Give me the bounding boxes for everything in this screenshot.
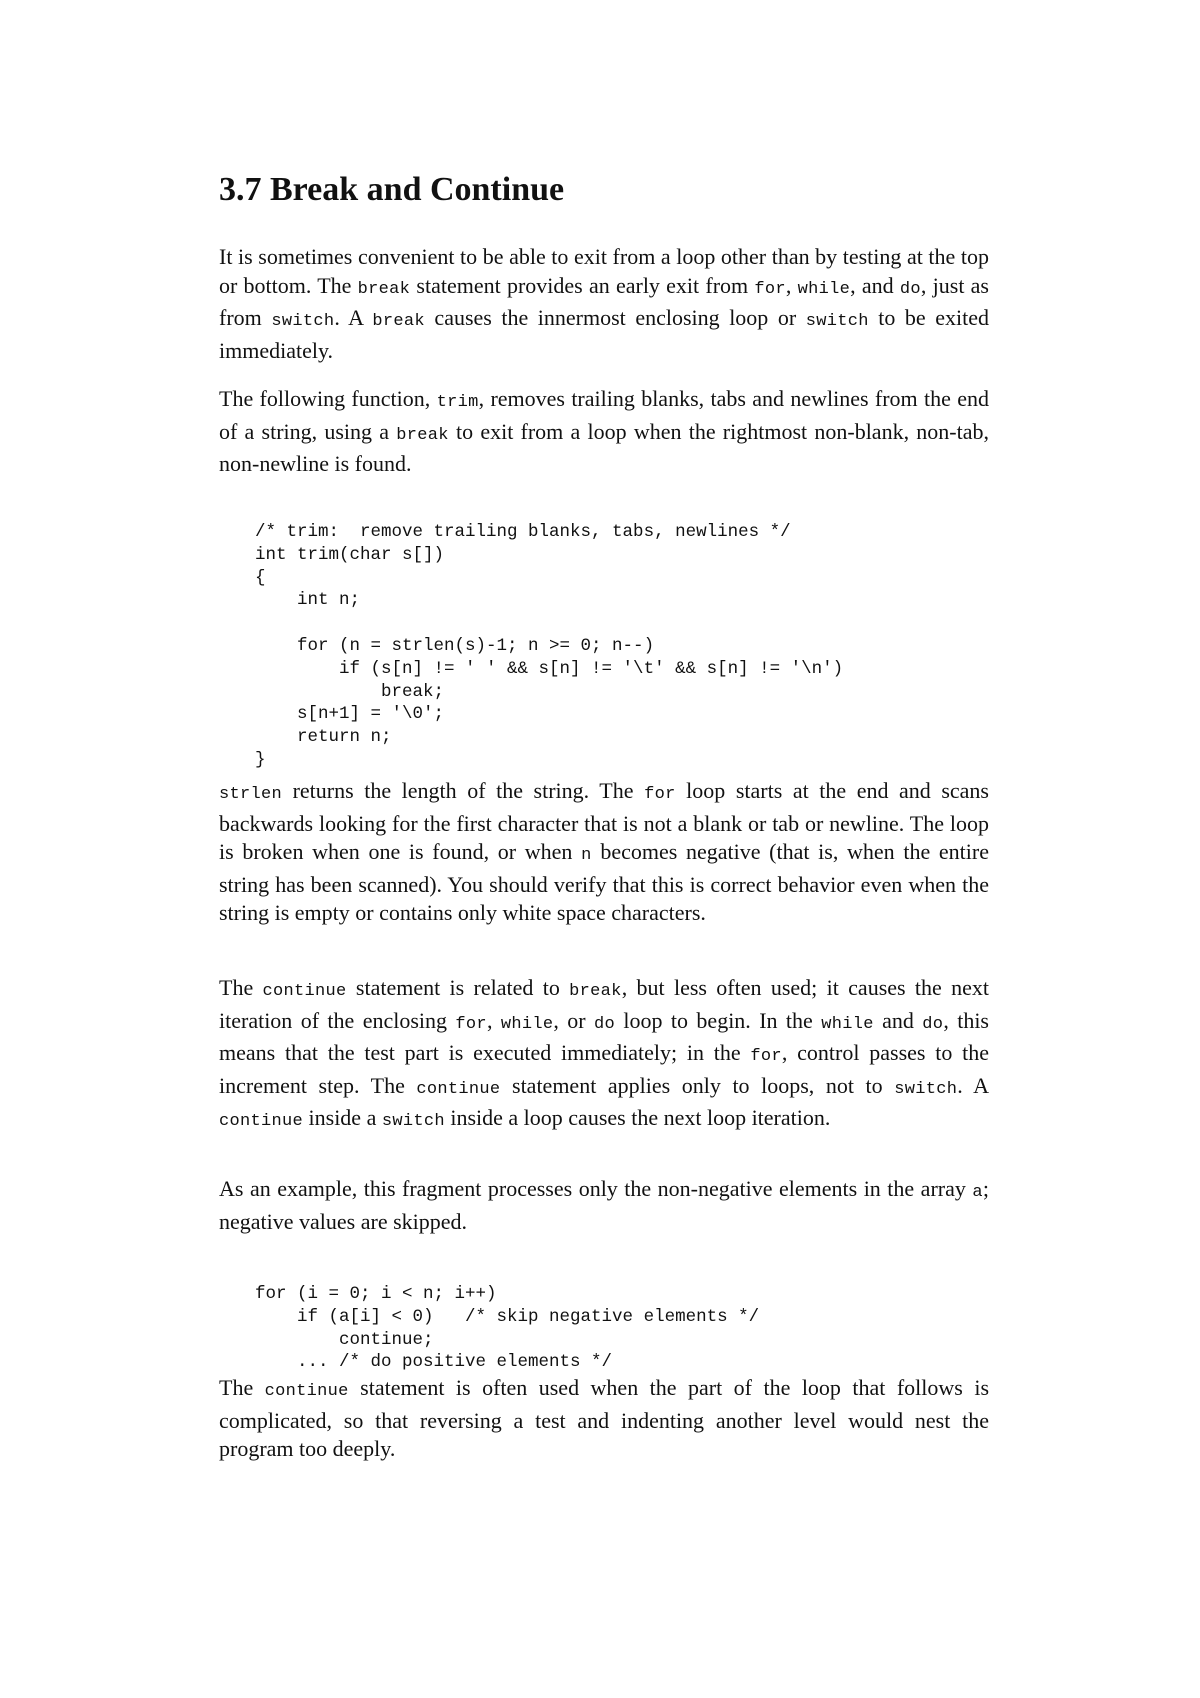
text-run: becomes negative (that is, when the entire string has been scanned). You should verify that this is correct behavior even when the string is empty or contains only white space characters. [219,839,989,925]
text-run: The following function, [219,386,437,411]
inline-code: do [922,1014,944,1034]
inline-code: break [396,425,449,445]
continue-usage-paragraph [219,1374,989,1464]
code-line: int n; [255,590,361,611]
example-intro-paragraph [219,1175,989,1236]
text-run: , but less often used; it causes the next iteration of the enclosing [219,975,990,1033]
inline-code: n [581,846,592,865]
inline-code: switch [894,1079,958,1099]
text-run: , [486,1007,501,1033]
inline-code: do [899,279,921,299]
code-line: /* trim: remove trailing blanks, tabs, newlines */ [255,522,791,542]
text-run: , just as from [219,272,989,330]
code-line: { [255,567,266,588]
text-run: loop starts at the end and scans backwards looking for the first character that is not a blank or tab or newline. The loop is broken when one is found, or when [219,778,989,864]
inline-code: switch [381,1112,445,1131]
continue-paragraph [219,974,989,1137]
text-run: statement is related to [346,975,570,1000]
inline-code: switch [271,312,335,331]
inline-code: switch [805,312,869,331]
inline-code: do [593,1014,615,1034]
text-run: to exit from a loop when the rightmost non-blank, non-tab, non-newline is found. [219,418,989,476]
trim-description-paragraph [219,385,989,479]
text-run: The [219,1375,265,1400]
trim-code-block [255,521,843,772]
code-line: break; [255,681,445,702]
inline-code: trim [436,393,479,412]
text-run: , control passes to the increment step. The [219,1040,989,1098]
text-run: . A [957,1072,989,1098]
text-run: causes the innermost enclosing loop or [424,305,806,330]
inline-code: continue [262,982,347,1001]
code-line: int trim(char s[]) [255,544,445,565]
code-line: for (n = strlen(s)-1; n >= 0; n--) [255,635,655,656]
inline-code: while [797,279,851,299]
code-line: if (s[n] != ' ' && s[n] != '\t' && s[n] != '\n') [255,658,844,679]
code-line: ... /* do positive elements */ [255,1352,613,1373]
section-title: 3.7 Break and Continue [219,171,565,208]
text-run: statement provides an early exit from [410,272,755,298]
text-run: inside a [303,1105,382,1130]
code-line: continue; [255,1329,434,1350]
code-line: } [255,749,266,770]
text-run: and [873,1007,923,1033]
inline-code: break [569,982,622,1001]
inline-code: continue [416,1079,501,1099]
strlen-explanation-paragraph [219,777,989,928]
text-run: inside a loop causes the next loop iteration. [444,1105,831,1130]
text-run: . A [334,305,373,330]
text-run: The [219,975,263,1000]
text-run: returns the length of the string. The [282,778,645,803]
inline-code: for [644,785,676,804]
code-line [255,612,843,635]
text-run: ; negative values are skipped. [219,1176,989,1234]
text-run: , or [553,1007,594,1033]
inline-code: while [821,1014,874,1034]
text-run: , removes trailing blanks, tabs and newlines from the end of a string, using a [219,386,989,444]
inline-code: for [754,279,786,299]
inline-code: break [372,312,425,331]
intro-paragraph [219,243,989,365]
inline-code: for [455,1014,487,1034]
code-line: s[n+1] = '\0'; [255,704,445,725]
inline-code: continue [264,1382,349,1401]
text-run: , this means that the test part is executed immediately; in the [219,1007,989,1065]
continue-code-block [255,1283,759,1374]
inline-code: strlen [219,785,283,804]
code-line: if (a[i] < 0) /* skip negative elements */ [255,1306,760,1327]
code-line: for (i = 0; i < n; i++) [255,1284,497,1304]
inline-code: break [357,279,411,299]
text-run: statement applies only to loops, not to [500,1072,895,1098]
text-run: to be exited immediately. [219,305,989,363]
text-run: As an example, this fragment processes only the non-negative elements in the array [219,1176,973,1201]
inline-code: continue [219,1112,304,1131]
text-run: , and [850,272,900,298]
inline-code: for [750,1047,782,1066]
code-line: return n; [255,727,392,748]
text-run: loop to begin. In the [615,1007,822,1033]
inline-code: while [500,1014,554,1034]
text-run: It is sometimes convenient to be able to exit from a loop other than by testing at the top or bottom. The [219,244,989,298]
text-run: , [785,272,798,298]
text-run: statement is often used when the part of the loop that follows is complicated, so that reversing a test and indenting another level would nest the program too deeply. [219,1375,989,1461]
inline-code: a [972,1183,983,1202]
